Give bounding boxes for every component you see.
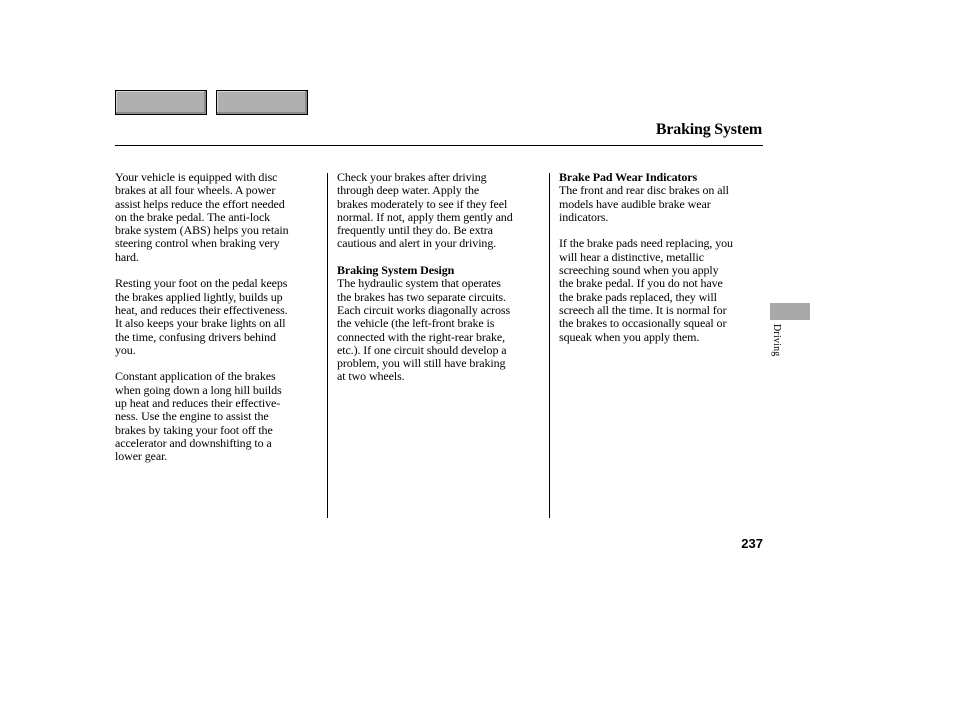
text-line: screeching sound when you apply: [559, 263, 719, 278]
text-column-1: [115, 171, 325, 477]
paragraph: [337, 264, 543, 384]
text-line: frequently until they do. Be extra: [337, 223, 493, 238]
text-line: brakes moderately to see if they feel: [337, 196, 508, 211]
title-divider: [115, 145, 763, 146]
text-column-2: [337, 171, 543, 397]
text-line: etc.). If one circuit should develop a: [337, 342, 507, 357]
text-line: indicators.: [559, 209, 609, 224]
text-column-3: [559, 171, 763, 357]
page-title: Braking System: [655, 121, 762, 138]
text-line: at two wheels.: [337, 369, 405, 384]
text-line: heat, and reduces their effectiveness.: [115, 302, 288, 317]
text-line: ness. Use the engine to assist the: [115, 409, 269, 424]
section-heading: Brake Pad Wear Indicators: [559, 170, 698, 184]
text-line: connected with the right-rear brake,: [337, 329, 505, 344]
text-line: the brake pads replaced, they will: [559, 289, 717, 304]
text-line: on the brake pedal. The anti-lock: [115, 209, 271, 224]
section-heading: Braking System Design: [337, 263, 455, 278]
paragraph: [115, 277, 325, 357]
text-line: the brakes has two separate circuits.: [337, 289, 506, 304]
text-line: the vehicle (the left-front brake is: [337, 316, 495, 331]
paragraph: [115, 370, 325, 463]
text-line: If the brake pads need replacing, you: [559, 236, 733, 251]
nav-button-previous[interactable]: [115, 90, 207, 115]
text-line: models have audible brake wear: [559, 196, 711, 211]
column-divider-1: [327, 173, 328, 518]
text-line: normal. If not, apply them gently and: [337, 209, 513, 224]
nav-button-next[interactable]: [216, 90, 308, 115]
text-line: through deep water. Apply the: [337, 183, 480, 198]
text-line: Each circuit works diagonally across: [337, 302, 511, 317]
column-divider-2: [549, 173, 550, 518]
text-line: Your vehicle is equipped with disc: [115, 170, 278, 184]
text-line: the brake pedal. If you do not have: [559, 276, 723, 291]
text-line: Check your brakes after driving: [337, 170, 487, 184]
text-line: will hear a distinctive, metallic: [559, 249, 704, 264]
text-line: you.: [115, 342, 136, 357]
text-line: Resting your foot on the pedal keeps: [115, 276, 288, 291]
text-line: The front and rear disc brakes on all: [559, 183, 729, 198]
text-line: the brakes applied lightly, builds up: [115, 289, 283, 304]
text-line: It also keeps your brake lights on all: [115, 316, 286, 331]
text-line: assist helps reduce the effort needed: [115, 196, 285, 211]
text-line: squeak when you apply them.: [559, 329, 700, 344]
paragraph: [337, 171, 543, 251]
text-line: brakes by taking your foot off the: [115, 422, 273, 437]
paragraph: [115, 171, 325, 264]
text-line: problem, you will still have braking: [337, 356, 506, 371]
text-line: the time, confusing drivers behind: [115, 329, 276, 344]
text-line: steering control when braking very: [115, 236, 280, 251]
text-line: the brakes to occasionally squeal or: [559, 316, 727, 331]
text-line: Constant application of the brakes: [115, 369, 276, 384]
text-line: up heat and reduces their effective-: [115, 396, 281, 411]
section-tab-label: Driving: [771, 324, 782, 357]
text-line: screech all the time. It is normal for: [559, 302, 727, 317]
paragraph: [559, 171, 763, 224]
page-number: 237: [741, 536, 763, 551]
text-line: The hydraulic system that operates: [337, 276, 501, 291]
text-line: cautious and alert in your driving.: [337, 236, 497, 251]
text-line: when going down a long hill builds: [115, 382, 282, 397]
text-line: brakes at all four wheels. A power: [115, 183, 276, 198]
text-line: hard.: [115, 249, 139, 264]
section-tab[interactable]: [770, 303, 810, 320]
text-line: brake system (ABS) helps you retain: [115, 223, 289, 238]
text-line: accelerator and downshifting to a: [115, 435, 272, 450]
text-line: lower gear.: [115, 449, 168, 464]
paragraph: [559, 237, 763, 343]
